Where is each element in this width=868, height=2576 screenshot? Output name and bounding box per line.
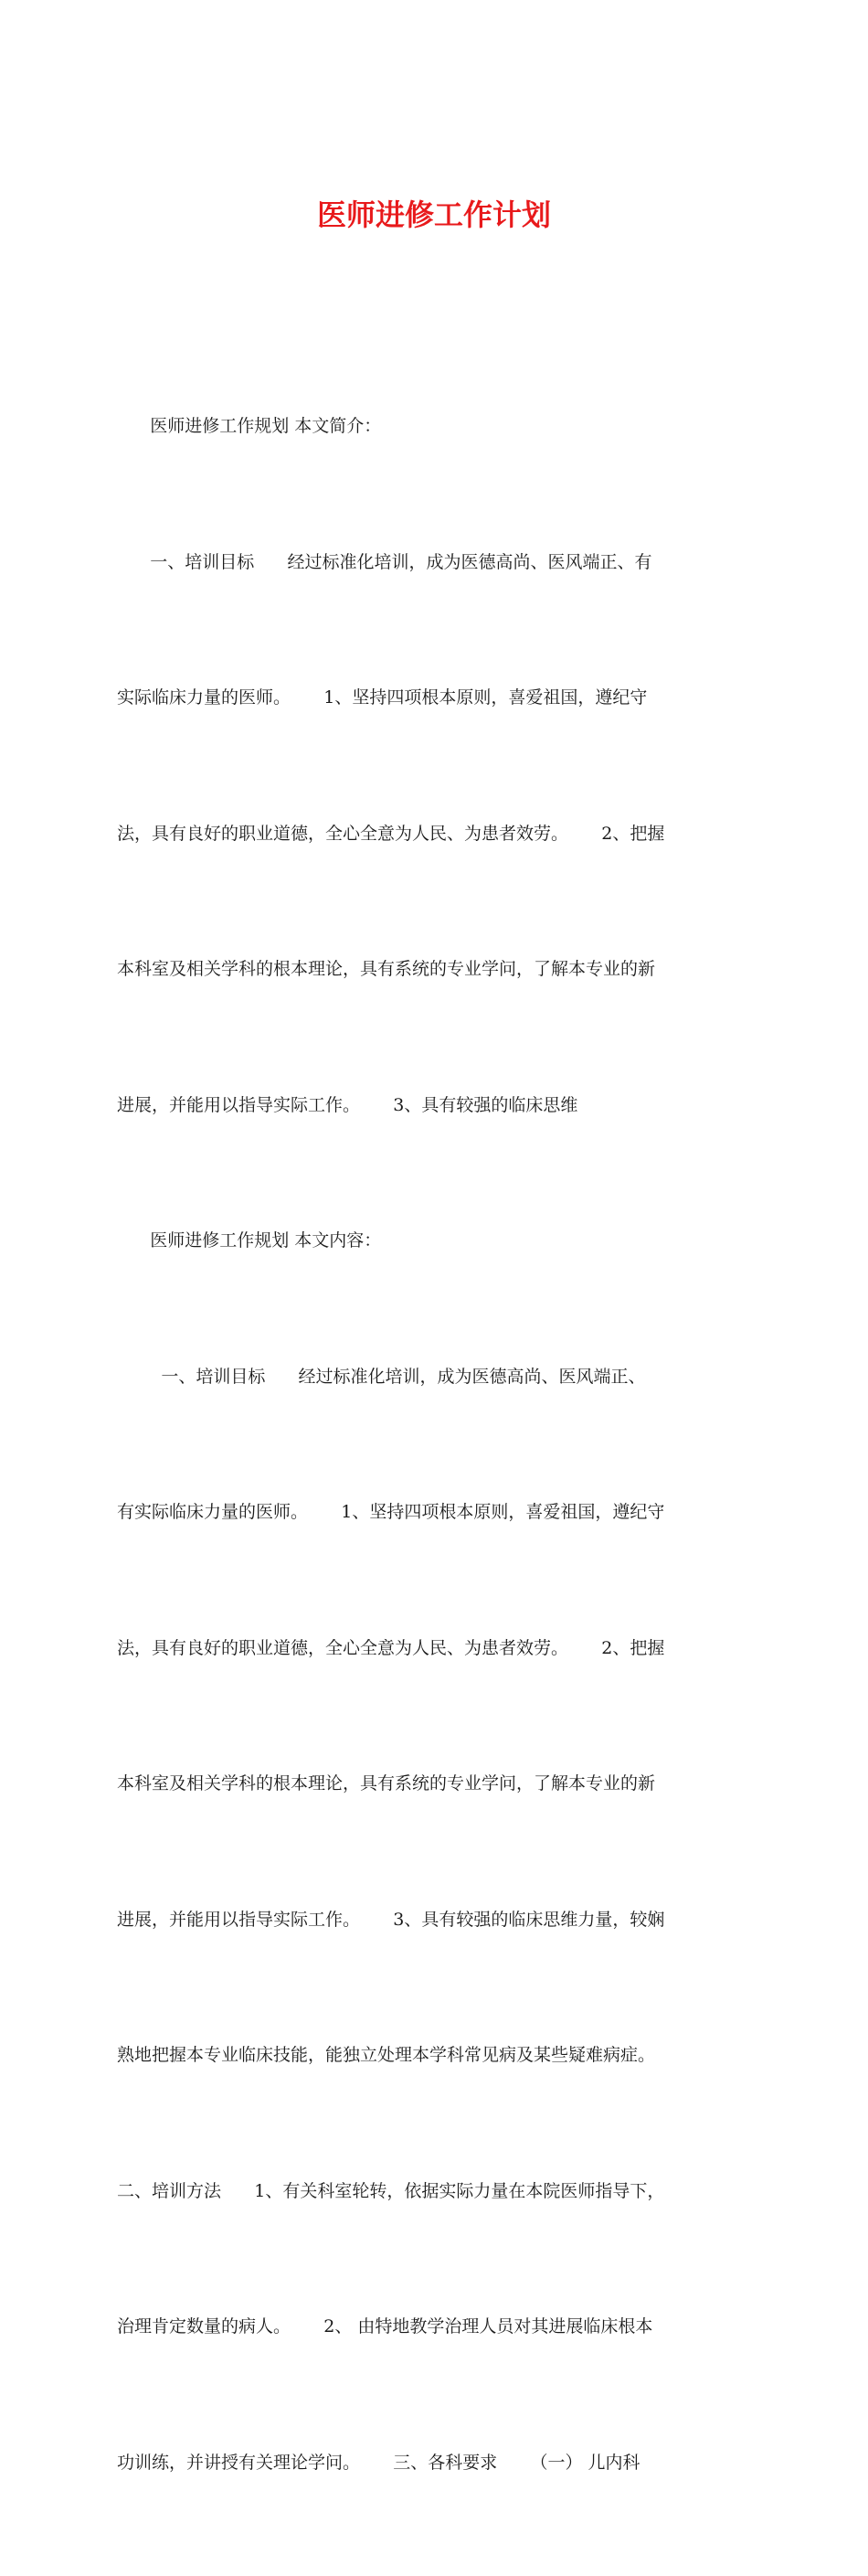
- body-line: 进展，并能用以指导实际工作。 3、具有较强的临床思维力量，较娴: [117, 1909, 665, 1930]
- body-line: 二、培训方法 1、有关科室轮转，依据实际力量在本院医师指导下，: [117, 2180, 665, 2201]
- body-line: 医师进修工作规划 本文内容：: [117, 1230, 382, 1251]
- body-line: 本科室及相关学科的根本理论，具有系统的专业学问，了解本专业的新: [117, 959, 656, 979]
- body-line: 法，具有良好的职业道德，全心全意为人民、为患者效劳。 2、把握: [117, 823, 665, 844]
- body-line: 实际临床力量的医师。 1、坚持四项根本原则，喜爱祖国，遵纪守: [117, 687, 648, 708]
- body-line: 一、培训目标 经过标准化培训，成为医德高尚、医风端正、有: [117, 551, 652, 572]
- body-line: 治理肯定数量的病人。 2、 由特地教学治理人员对其进展临床根本: [117, 2316, 653, 2336]
- body-line: 功训练，并讲授有关理论学问。 三、各科要求 （一） 儿内科: [117, 2452, 640, 2473]
- document-body: [117, 314, 758, 2576]
- body-line: 有实际临床力量的医师。 1、坚持四项根本原则，喜爱祖国，遵纪守: [117, 1502, 665, 1522]
- body-line: 熟地把握本专业临床技能，能独立处理本学科常见病及某些疑难病症。: [117, 2045, 656, 2065]
- body-line: 法，具有良好的职业道德，全心全意为人民、为患者效劳。 2、把握: [117, 1637, 665, 1658]
- body-line: 本科室及相关学科的根本理论，具有系统的专业学问，了解本专业的新: [117, 1773, 656, 1794]
- body-line: 医师进修工作规划 本文简介：: [117, 416, 382, 436]
- document-title: 医师进修工作计划: [316, 197, 551, 232]
- body-line: 一、培训目标 经过标准化培训，成为医德高尚、医风端正、: [117, 1366, 646, 1387]
- body-line: 进展，并能用以指导实际工作。 3、具有较强的临床思维: [117, 1094, 578, 1115]
